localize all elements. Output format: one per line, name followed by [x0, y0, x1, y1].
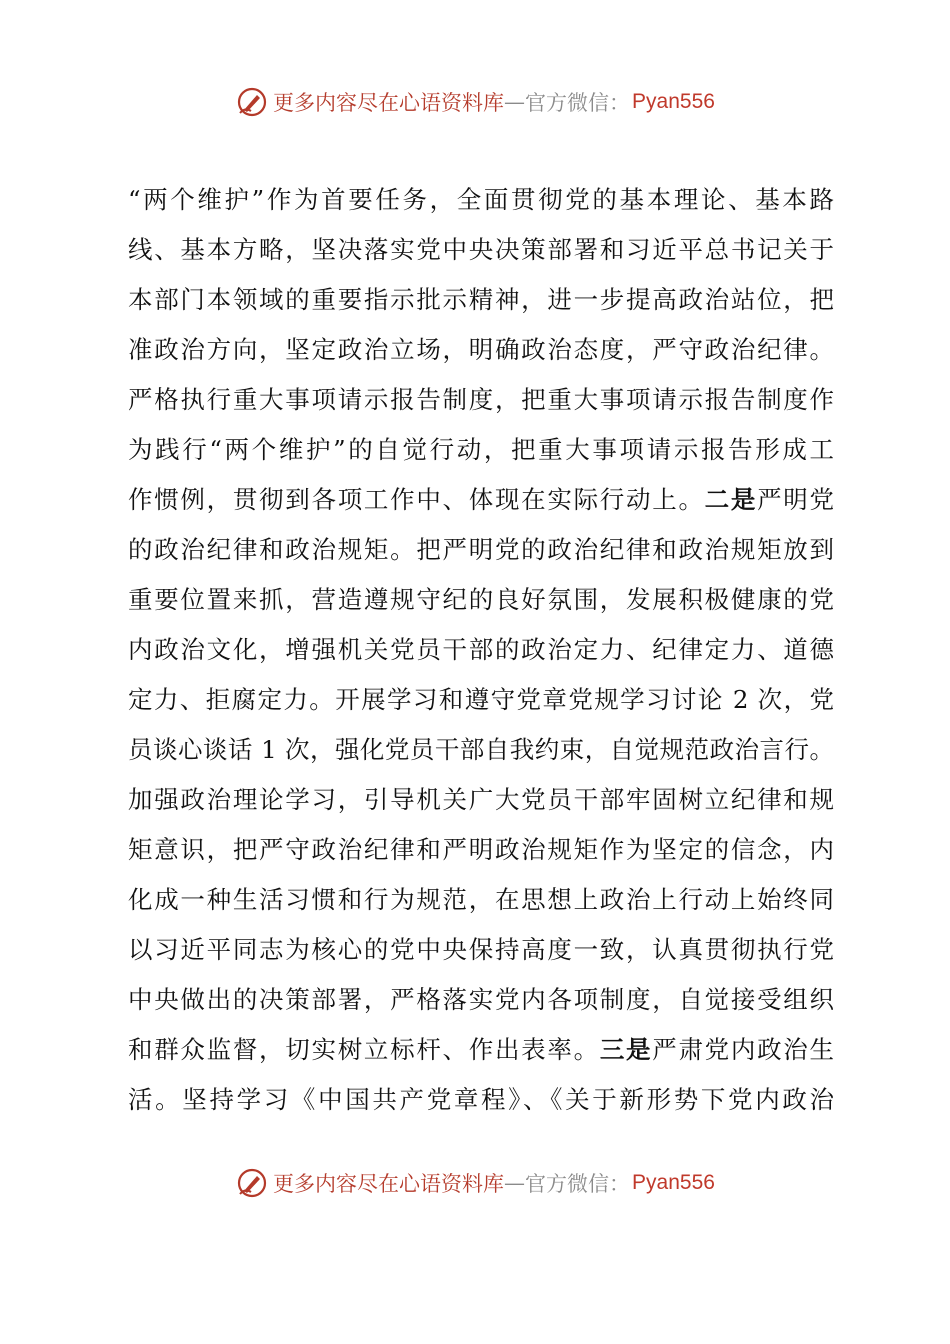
watermark-banner-bottom [0, 1165, 950, 1201]
text-line [128, 675, 834, 725]
bold-lead-phrase: 三是 [599, 1035, 653, 1064]
text-segment: 为践行“两个维护”的自觉行动，把重大事项请示报告形成工 [128, 435, 834, 464]
text-segment: 作惯例，贯彻到各项工作中、体现在实际行动上。 [128, 485, 705, 514]
pen-logo-icon [235, 1166, 269, 1200]
text-segment: 严肃党内政治生 [652, 1035, 835, 1064]
watermark-id: Pyan556 [632, 1171, 715, 1194]
text-segment: 的政治纪律和政治规矩。把严明党的政治纪律和政治规矩放到 [128, 535, 834, 564]
text-line [128, 575, 834, 625]
document-body [128, 175, 834, 1125]
text-segment: 中央做出的决策部署，严格落实党内各项制度，自觉接受组织 [128, 985, 834, 1014]
watermark-id: Pyan556 [632, 90, 715, 113]
watermark-lead: 更多内容尽在心语资料库 [273, 1172, 505, 1196]
text-segment: 本部门本领域的重要指示批示精神，进一步提高政治站位，把 [128, 285, 834, 314]
text-segment: “两个维护”作为首要任务，全面贯彻党的基本理论、基本路 [128, 185, 834, 214]
text-segment: 化成一种生活习惯和行为规范，在思想上政治上行动上始终同 [128, 885, 834, 914]
text-line [128, 325, 834, 375]
text-segment: 加强政治理论学习，引导机关广大党员干部牢固树立纪律和规 [128, 785, 834, 814]
text-line [128, 625, 834, 675]
pen-logo-icon [235, 85, 269, 119]
text-segment: 和群众监督，切实树立标杆、作出表率。 [128, 1035, 600, 1064]
text-segment: 定力、拒腐定力。开展学习和遵守党章党规学习讨论 2 次，党 [128, 685, 834, 714]
text-segment: 重要位置来抓，营造遵规守纪的良好氛围，发展积极健康的党 [128, 585, 834, 614]
text-line [128, 1025, 834, 1075]
text-line [128, 425, 834, 475]
watermark-banner-top [0, 84, 950, 120]
watermark-tail: 官方微信： [525, 1172, 631, 1196]
text-line [128, 1075, 834, 1125]
text-line [128, 175, 834, 225]
watermark-tail: 官方微信： [525, 91, 631, 115]
text-line [128, 825, 834, 875]
text-line [128, 475, 834, 525]
text-segment: 严明党 [757, 485, 835, 514]
text-segment: 员谈心谈话 1 次，强化党员干部自我约束，自觉规范政治言行。 [128, 735, 834, 764]
text-line [128, 875, 834, 925]
watermark-lead: 更多内容尽在心语资料库 [273, 91, 505, 115]
text-line [128, 725, 834, 775]
text-line [128, 225, 834, 275]
text-line [128, 775, 834, 825]
text-line [128, 375, 834, 425]
text-segment: 准政治方向，坚定政治立场，明确政治态度，严守政治纪律。 [128, 335, 834, 364]
text-line [128, 925, 834, 975]
text-segment: 内政治文化，增强机关党员干部的政治定力、纪律定力、道德 [128, 635, 834, 664]
text-segment: 线、基本方略，坚决落实党中央决策部署和习近平总书记关于 [128, 235, 834, 264]
text-line [128, 275, 834, 325]
bold-lead-phrase: 二是 [704, 485, 758, 514]
text-segment: 矩意识，把严守政治纪律和严明政治规矩作为坚定的信念，内 [128, 835, 834, 864]
text-segment: 严格执行重大事项请示报告制度，把重大事项请示报告制度作 [128, 385, 834, 414]
watermark-dash: — [504, 90, 526, 114]
watermark-dash: — [504, 1171, 526, 1195]
text-line [128, 525, 834, 575]
text-segment: 活。坚持学习《中国共产党章程》、《关于新形势下党内政治 [128, 1085, 834, 1114]
text-segment: 以习近平同志为核心的党中央保持高度一致，认真贯彻执行党 [128, 935, 834, 964]
text-line [128, 975, 834, 1025]
